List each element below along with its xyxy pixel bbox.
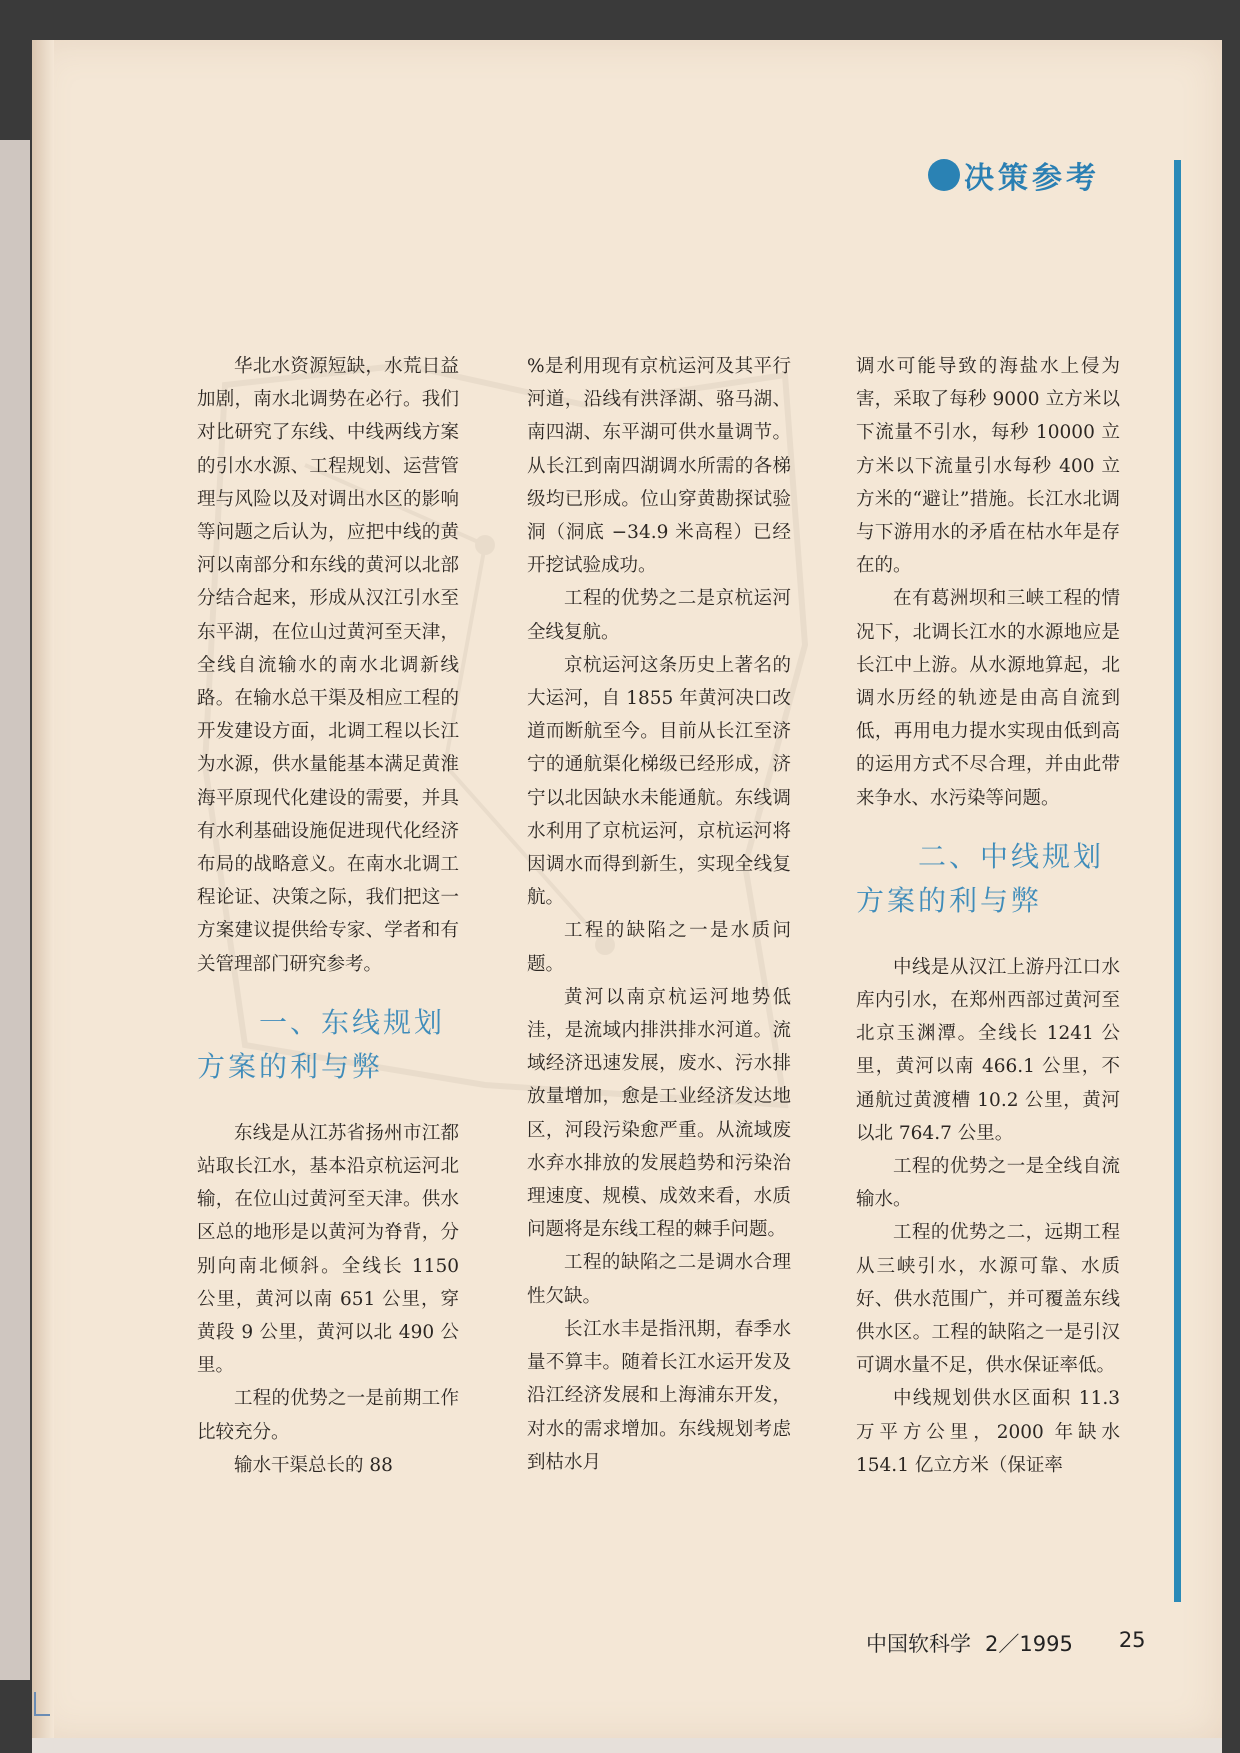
page-footer [866, 1628, 1146, 1658]
paragraph: 京杭运河这条历史上著名的大运河，自 1855 年黄河决口改道而断航至今。目前从长江至济宁的通航渠化梯级已经形成，济宁以北因缺水未能通航。东线调水利用了京杭运河，京杭运河将因调水而得到新生，实现全线复航。 [527, 654, 791, 909]
section-heading-middle-route [856, 835, 1120, 923]
section-heading-east-route [197, 1001, 459, 1089]
right-margin-bar [1174, 160, 1181, 1602]
issue-number: 2／1995 [985, 1632, 1073, 1656]
paragraph-continued: %是利用现有京杭运河及其平行河道，沿线有洪泽湖、骆马湖、南四湖、东平湖可供水量调节。从长江到南四湖调水所需的各梯级均已形成。位山穿黄勘探试验洞（洞底 −34.9 米高程）已经开挖试验成功。 [527, 356, 791, 577]
paragraph: 黄河以南京杭运河地势低洼，是流域内排洪排水河道。流域经济迅速发展，废水、污水排放量增加，愈是工业经济发达地区，河段污染愈严重。从流域废水弃水排放的发展趋势和污染治理速度、规模、成效来看，水质问题将是东线工程的棘手问题。 [527, 986, 791, 1241]
adjacent-page-edge [0, 140, 30, 1680]
heading-line-1: 二、中线规划 [918, 839, 1105, 873]
journal-name: 中国软科学 [866, 1632, 971, 1656]
text-column-3 [856, 350, 1120, 1482]
text-column-2 [527, 350, 791, 1479]
page-bottom-edge [32, 1738, 1222, 1753]
page-gutter-shadow [32, 40, 54, 1740]
paragraph: 输水干渠总长的 88 [234, 1454, 393, 1476]
paragraph: 工程的优势之二是京杭运河全线复航。 [527, 588, 791, 643]
paragraph-continued: 调水可能导致的海盐水上侵为害，采取了每秒 9000 立方米以下流量不引水，每秒 10000 立方米以下流量引水每秒 400 立方米的“避让”措施。长江水北调与下游用水的矛盾在枯水年是存在的。 [856, 356, 1120, 577]
paragraph: 工程的优势之一是全线自流输水。 [856, 1156, 1120, 1211]
paragraph: 工程的优势之二，远期工程从三峡引水，水源可靠、水质好、供水范围广，并可覆盖东线供水区。工程的缺陷之一是引汉可调水量不足，供水保证率低。 [856, 1222, 1120, 1377]
section-banner-title: 决策参考 [964, 161, 1100, 196]
corner-crop-mark [34, 1692, 50, 1716]
heading-line-2: 方案的利与弊 [197, 1049, 384, 1083]
heading-line-1: 一、东线规划 [259, 1005, 446, 1039]
section-banner [928, 155, 1100, 195]
paragraph: 在有葛洲坝和三峡工程的情况下，北调长江水的水源地应是长江中上游。从水源地算起，北调水历经的轨迹是由高自流到低，再用电力提水实现由低到高的运用方式不尽合理，并由此带来争水、水污染等问题。 [856, 588, 1120, 809]
banner-bullet-icon [928, 159, 960, 191]
page-number: 25 [1118, 1628, 1146, 1652]
paragraph: 长江水丰是指汛期，春季水量不算丰。随着长江水运开发及沿江经济发展和上海浦东开发，对水的需求增加。东线规划考虑到枯水月 [527, 1318, 791, 1473]
text-column-1 [197, 350, 459, 1482]
heading-line-2: 方案的利与弊 [856, 883, 1043, 917]
intro-paragraph: 华北水资源短缺，水荒日益加剧，南水北调势在必行。我们对比研究了东线、中线两线方案的引水水源、工程规划、运营管理与风险以及对调出水区的影响等问题之后认为，应把中线的黄河以南部分和东线的黄河以北部分结合起来，形成从汉江引水至东平湖，在位山过黄河至天津，全线自流输水的南水北调新线路。在输水总干渠及相应工程的开发建设方面，北调工程以长江为水源，供水量能基本满足黄淮海平原现代化建设的需要，并具有水利基础设施促进现代化经济布局的战略意义。在南水北调工程论证、决策之际，我们把这一方案建议提供给专家、学者和有关管理部门研究参考。 [197, 356, 459, 975]
paragraph: 工程的缺陷之一是水质问题。 [527, 920, 791, 975]
paragraph: 中线规划供水区面积 11.3 万平方公里，2000 年缺水 154.1 亿立方米（保证率 [856, 1388, 1120, 1476]
paragraph: 工程的优势之一是前期工作比较充分。 [197, 1388, 459, 1443]
paragraph: 工程的缺陷之二是调水合理性欠缺。 [527, 1252, 791, 1307]
paragraph: 东线是从江苏省扬州市江都站取长江水，基本沿京杭运河北输，在位山过黄河至天津。供水区总的地形是以黄河为脊背，分别向南北倾斜。全线长 1150 公里，黄河以南 651 公里，穿黄段 9 公里，黄河以北 490 公里。 [197, 1122, 459, 1377]
paragraph: 中线是从汉江上游丹江口水库内引水，在郑州西部过黄河至北京玉渊潭。全线长 1241 公里，黄河以南 466.1 公里，不通航过黄渡槽 10.2 公里，黄河以北 764.7 公里。 [856, 956, 1120, 1144]
